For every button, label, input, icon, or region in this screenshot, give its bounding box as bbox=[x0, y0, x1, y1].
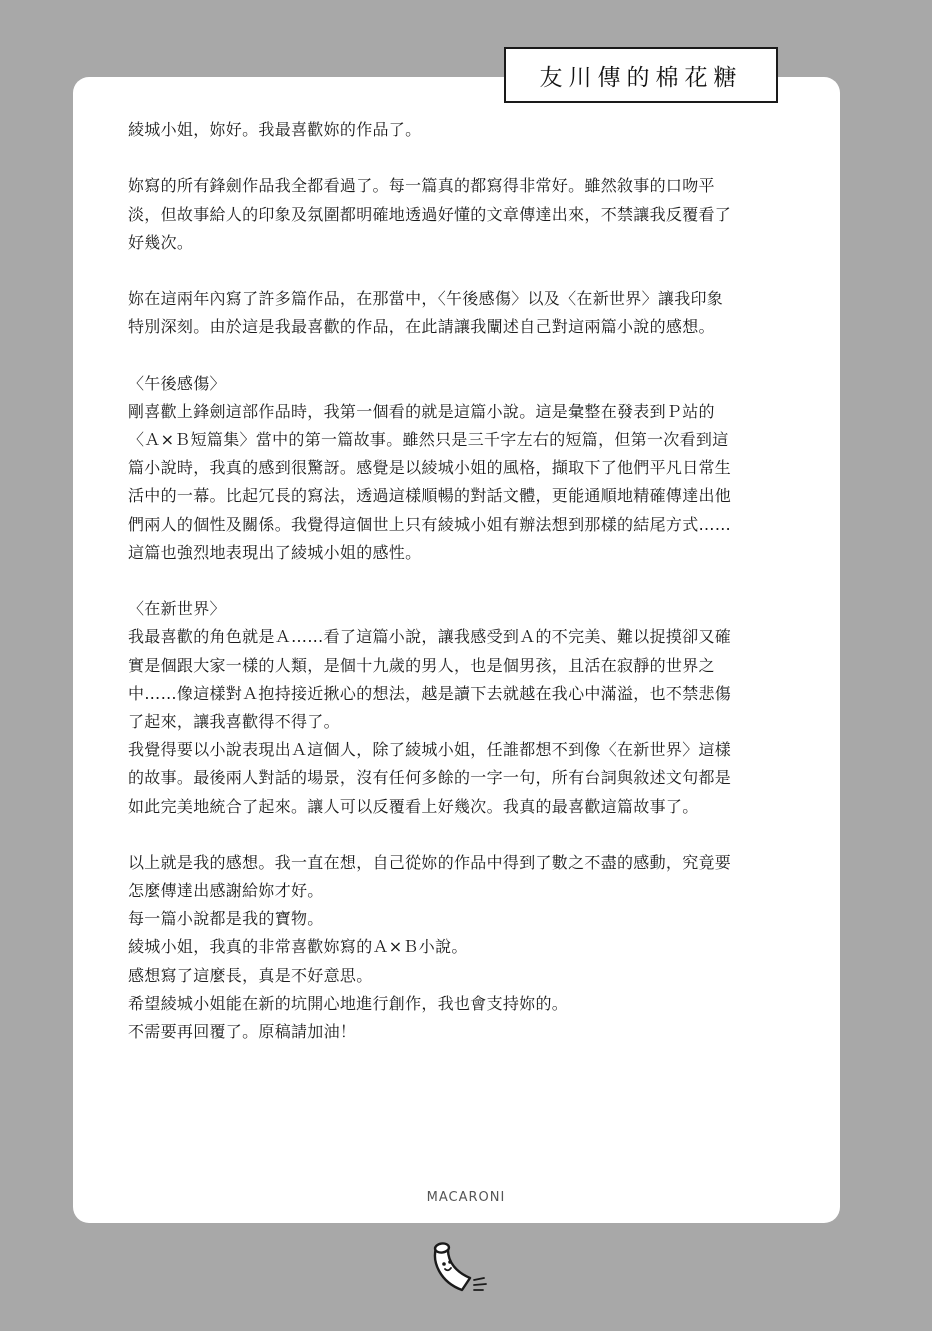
letter-line: 特別深刻。由於這是我最喜歡的作品，在此請讓我闡述自己對這兩篇小說的感想。 bbox=[128, 317, 715, 337]
letter-line: 了起來，讓我喜歡得不得了。 bbox=[128, 711, 340, 731]
letter-line: 怎麼傳達出感謝給妳才好。 bbox=[128, 881, 324, 901]
letter-line: 好幾次。 bbox=[128, 232, 194, 252]
letter-line: 不需要再回覆了。原稿請加油！ bbox=[128, 1022, 357, 1041]
footer-label: MACARONI bbox=[426, 1190, 506, 1205]
letter-line: 我覺得要以小說表現出Ａ這個人，除了綾城小姐，任誰都想不到像〈在新世界〉這樣 bbox=[128, 740, 732, 760]
letter-line: 〈午後感傷〉 bbox=[128, 373, 226, 393]
macaroni-mascot-icon bbox=[428, 1238, 494, 1298]
letter-line: 實是個跟大家一樣的人類，是個十九歲的男人，也是個男孩，且活在寂靜的世界之 bbox=[128, 655, 715, 675]
letter-line: 活中的一幕。比起冗長的寫法，透過這樣順暢的對話文體，更能通順地精確傳達出他 bbox=[128, 486, 732, 506]
letter-line: 〈在新世界〉 bbox=[128, 599, 226, 619]
letter-line: 這篇也強烈地表現出了綾城小姐的感性。 bbox=[128, 542, 422, 562]
paragraph-gap bbox=[128, 257, 800, 285]
letter-line: 綾城小姐，我真的非常喜歡妳寫的Ａ×Ｂ小說。 bbox=[128, 937, 468, 957]
letter-line: 妳在這兩年內寫了許多篇作品，在那當中，〈午後感傷〉以及〈在新世界〉讓我印象 bbox=[128, 289, 724, 309]
letter-line: 以上就是我的感想。我一直在想，自己從妳的作品中得到了數之不盡的感動，究竟要 bbox=[128, 852, 732, 872]
letter-line: 綾城小姐，妳好。我最喜歡妳的作品了。 bbox=[128, 120, 422, 139]
letter-line: 我最喜歡的角色就是Ａ……看了這篇小說，讓我感受到Ａ的不完美、難以捉摸卻又確 bbox=[128, 627, 732, 647]
letter-line: 篇小說時，我真的感到很驚訝。感覺是以綾城小姐的風格，擷取下了他們平凡日常生 bbox=[128, 458, 732, 478]
letter-line: 的故事。最後兩人對話的場景，沒有任何多餘的一字一句，所有台詞與敘述文句都是 bbox=[128, 768, 732, 788]
paragraph-gap bbox=[128, 144, 800, 172]
letter-line: 剛喜歡上鋒劍這部作品時，我第一個看的就是這篇小說。這是彙整在發表到Ｐ站的 bbox=[128, 401, 715, 421]
letter-body bbox=[128, 116, 800, 1046]
macaroni-shape bbox=[434, 1243, 470, 1290]
paragraph-gap bbox=[128, 567, 800, 595]
motion-lines bbox=[474, 1278, 486, 1290]
letter-line: 們兩人的個性及關係。我覺得這個世上只有綾城小姐有辦法想到那樣的結尾方式…… bbox=[128, 514, 732, 534]
letter-line: 希望綾城小姐能在新的坑開心地進行創作，我也會支持妳的。 bbox=[128, 993, 569, 1013]
letter-line: 中……像這樣對Ａ抱持接近揪心的想法，越是讀下去就越在我心中滿溢，也不禁悲傷 bbox=[128, 683, 732, 703]
paragraph-gap bbox=[128, 821, 800, 849]
letter-line: 淡，但故事給人的印象及氛圍都明確地透過好懂的文章傳達出來，不禁讓我反覆看了 bbox=[128, 204, 732, 224]
letter-line: 妳寫的所有鋒劍作品我全都看過了。每一篇真的都寫得非常好。雖然敘事的口吻平 bbox=[128, 176, 715, 196]
letter-line: 如此完美地統合了起來。讓人可以反覆看上好幾次。我真的最喜歡這篇故事了。 bbox=[128, 796, 699, 816]
letter-line: 〈Ａ×Ｂ短篇集〉當中的第一篇故事。雖然只是三千字左右的短篇，但第一次看到這 bbox=[128, 430, 729, 450]
page-title: 友川傳的棉花糖 bbox=[504, 47, 778, 103]
letter-line: 感想寫了這麼長，真是不好意思。 bbox=[128, 965, 373, 985]
letter-line: 每一篇小說都是我的寶物。 bbox=[128, 909, 324, 929]
paragraph-gap bbox=[128, 342, 800, 370]
